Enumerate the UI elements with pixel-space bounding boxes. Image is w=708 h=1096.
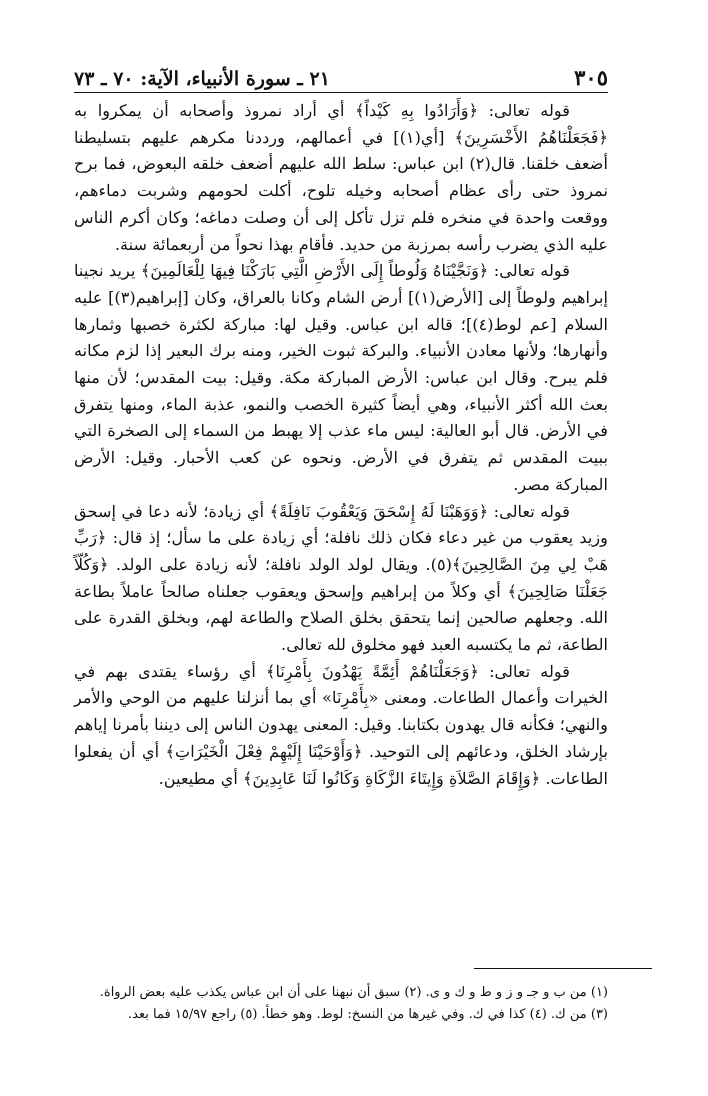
footnote-line: (٣) من ك. (٤) كذا في ك. وفي غيرها من النسخ: لوط. وهو خطأ. (٥) راجع ١٥/٩٧ فما بعد.: [128, 1007, 608, 1022]
footnotes: [74, 982, 608, 1026]
main-text: [74, 98, 608, 792]
footnote-rule: [474, 968, 652, 969]
header-rule: [74, 92, 608, 93]
running-title: ٢١ ـ سورة الأنبياء، الآية: ٧٠ ـ ٧٣: [74, 68, 330, 90]
footnote-line: (١) من ب و جـ و ز و ط و ك و ى. (٢) سبق أن نبهنا على أن ابن عباس يكذب عليه بعض الرواة.: [99, 985, 608, 1000]
paragraph: قوله تعالى: ﴿وَنَجَّيْنَاهُ وَلُوطاً إِلَى الأَرْضِ الَّتِي بَارَكْنَا فِيهَا لِلْعَالَمِينَ﴾ يريد نجينا إبراهيم ولوطاً إلى [الأرض(١)] أرض الشام وكانا بالعراق، وكان [إبراهيم(٣)] عليه السلام [عم لوط(٤)]؛ قاله ابن عباس. وقيل لها: مباركة لكثرة خصبها وثمارها وأنهارها؛ ولأنها معادن الأنبياء. والبركة ثبوت الخير، ومنه برك البعير إذا لزم مكانه فلم يبرح. وقال ابن عباس: الأرض المباركة مكة. وقيل: بيت المقدس؛ لأن منها بعث الله أكثر الأنبياء، وهي أيضاً كثيرة الخصب والنمو، عذبة الماء، ومنها يتفرق في الأرض. قال أبو العالية: ليس ماء عذب إلا يهبط من السماء إلى الصخرة التي ببيت المقدس ثم يتفرق في الأرض. ونحوه عن كعب الأحبار. وقيل: الأرض المباركة مصر.: [74, 261, 608, 494]
paragraph: قوله تعالى: ﴿وَجَعَلْنَاهُمْ أَئِمَّةً يَهْدُونَ بِأَمْرِنَا﴾ أي رؤساء يقتدى بهم في الخيرات وأعمال الطاعات. ومعنى «بِأَمْرِنَا» أي بما أنزلنا عليهم من الوحي والأمر والنهي؛ فكأنه قال يهدون بكتابنا. وقيل: المعنى يهدون الناس إلى ديننا بأمرنا إياهم بإرشاد الخلق، ودعائهم إلى التوحيد. ﴿وَأَوْحَيْنَا إِلَيْهِمْ فِعْلَ الْخَيْرَاتِ﴾ أي أن يفعلوا الطاعات. ﴿وَإِقَامَ الصَّلاَةِ وَإِيتَاءَ الزَّكَاةِ وَكَانُوا لَنَا عَابِدِينَ﴾ أي مطيعين.: [74, 661, 608, 788]
page-header: [74, 58, 608, 90]
paragraph: قوله تعالى: ﴿وَوَهَبْنَا لَهُ إِسْحَقَ وَيَعْقُوبَ نَافِلَةً﴾ أي زيادة؛ لأنه دعا في إسحق وزيد يعقوب من غير دعاء فكان ذلك نافلة؛ أي زيادة على ما سأل؛ إذ قال: ﴿رَبِّ هَبْ لِي مِنَ الصَّالِحِينَ﴾(٥). ويقال لولد الولد نافلة؛ لأنه زيادة على الولد. ﴿وَكُلّاً جَعَلْنَا صَالِحِينَ﴾ أي وكلاً من إبراهيم وإسحق ويعقوب جعلناه صالحاً عاملاً بطاعة الله. وجعلهم صالحين إنما يتحقق بخلق الصلاح والطاعة لهم، وبخلق القدرة على الطاعة، ثم ما يكتسبه العبد فهو مخلوق لله تعالى.: [74, 501, 609, 655]
page-number: ٣٠٥: [574, 65, 608, 90]
paragraph: قوله تعالى: ﴿وَأَرَادُوا بِهِ كَيْداً﴾ أي أراد نمروذ وأصحابه أن يمكروا به ﴿فَجَعَلْنَاهُمُ الأَخْسَرِينَ﴾ [أي(١)] في أعمالهم، ورددنا مكرهم عليهم بتسليطنا أضعف خلقنا. قال(٢) ابن عباس: سلط الله عليهم أضعف خلقه البعوض، فما برح نمروذ حتى رأى عظام أصحابه وخيله تلوح، أكلت لحومهم وشربت دماءهم، ووقعت واحدة في منخره فلم تزل تأكل إلى أن وصلت دماغه؛ وكان أكرم الناس عليه الذي يضرب رأسه بمرزبة من حديد. فأقام بهذا نحواً من أربعمائة سنة.: [74, 101, 608, 254]
